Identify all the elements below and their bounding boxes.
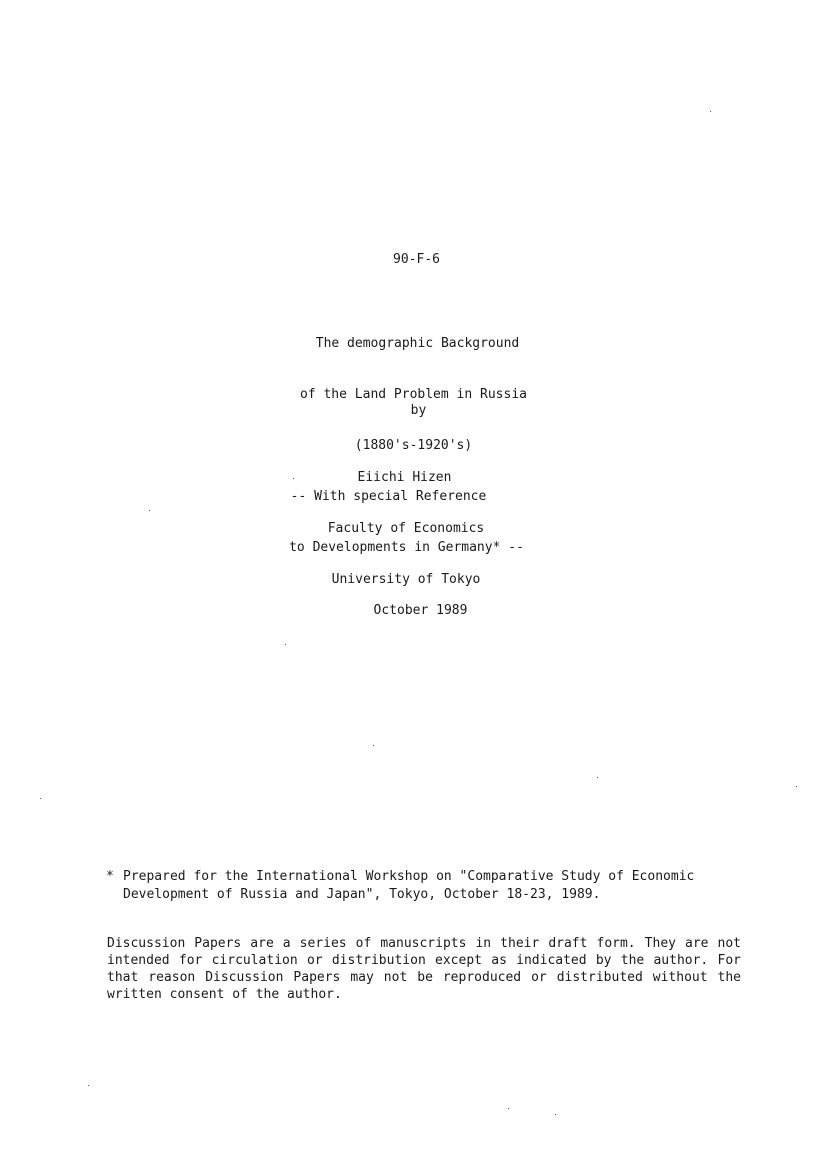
title-line: -- With special Reference	[290, 489, 487, 504]
footnote-marker: *	[106, 869, 114, 884]
paper-date: October 1989	[373, 603, 468, 618]
author-name: Eiichi Hizen	[357, 470, 452, 485]
scan-speck	[149, 510, 150, 511]
scan-speck	[88, 1085, 89, 1086]
title-line: of the Land Problem in Russia	[300, 387, 527, 402]
paper-code: 90-F-6	[393, 252, 440, 267]
scan-speck	[555, 1114, 556, 1115]
author-block	[0, 435, 827, 622]
scan-speck	[373, 745, 374, 746]
scan-speck	[710, 111, 711, 112]
footnote-text: Prepared for the International Workshop on "Comparative Study of Economic Development of Russia and Japan", Tokyo, October 18-23, 1989.	[123, 869, 695, 902]
title-line: to Developments in Germany* --	[289, 540, 524, 555]
discussion-paper-notice: Discussion Papers are a series of manuscripts in their draft form. They are not intended for circulation or distribution except as indicated by the author. For that reason Discussion Papers may not be reproduced or distributed without the written consent of the author.	[107, 936, 741, 1002]
scan-speck	[40, 798, 41, 799]
author-faculty: Faculty of Economics	[327, 521, 485, 536]
scan-speck	[597, 777, 598, 778]
by-label: by	[410, 403, 427, 418]
title-line: (1880's-1920's)	[354, 438, 473, 453]
scan-speck	[796, 786, 797, 787]
footnote	[106, 868, 742, 904]
scan-speck	[293, 478, 294, 479]
scan-speck	[508, 1108, 509, 1109]
title-line: The demographic Background	[315, 336, 520, 351]
scan-speck	[285, 644, 286, 645]
author-university: University of Tokyo	[331, 572, 481, 587]
